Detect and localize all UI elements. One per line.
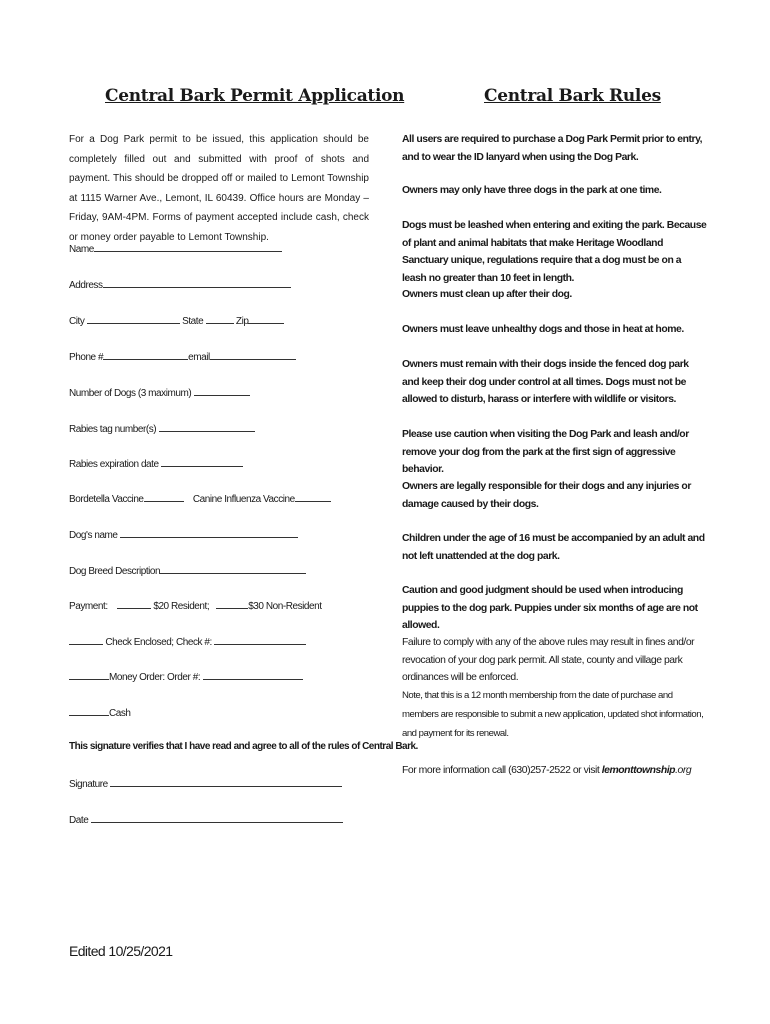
dogs-label: Number of Dogs (3 maximum) — [69, 388, 192, 399]
failure-notice: Failure to comply with any of the above rules may result in fines and/or revocation of your dog park permit. All state, county and village park ordinances will be enforced. — [402, 637, 695, 684]
rule-item: Owners must clean up after their dog. — [402, 289, 572, 300]
city-label: City — [69, 316, 85, 327]
application-intro: For a Dog Park permit to be issued, this application should be completely filled out and submitted with proof of shots and payment. This should be dropped off or mailed to Lemont Township at 1115 Warner Ave., Lemont, IL 60439. Office hours are Monday – Friday, 9AM-4PM. Forms of payment accepted include cash, check or money order payable to Lemont Township. — [69, 134, 369, 243]
verification-statement: This signature verifies that I have read and agree to all of the rules of Central Bark. — [69, 741, 418, 752]
rule-item: Children under the age of 16 must be accompanied by an adult and not left unattended at the dog park. — [402, 533, 705, 562]
date-field[interactable] — [69, 813, 343, 826]
rule-item: Please use caution when visiting the Dog Park and leash and/or remove your dog from the park at the first sign of aggressive behavior. — [402, 429, 689, 476]
phone-email-field[interactable] — [69, 350, 296, 363]
name-label: Name — [69, 244, 94, 255]
rule-item: Owners must remain with their dogs inside the fenced dog park and keep their dog under control at all times. Dogs must not be allowed to disturb, harass or interfere with wildlife or visitors. — [402, 359, 689, 406]
rule-item: Caution and good judgment should be used when introducing puppies to the dog park. Puppies under six months of age are not allowed. — [402, 585, 698, 632]
breed-field[interactable] — [69, 564, 306, 577]
payment-label: Payment: — [69, 601, 108, 612]
cash-label: Cash — [109, 708, 131, 719]
resident-label: $20 Resident; — [153, 601, 210, 612]
signature-field[interactable] — [69, 777, 342, 790]
zip-label: Zip — [235, 316, 249, 327]
phone-label: Phone # — [69, 352, 104, 363]
vaccine-field[interactable] — [69, 492, 331, 505]
payment-field[interactable] — [69, 599, 322, 612]
rabies-exp-label: Rabies expiration date — [69, 459, 159, 470]
money-order-label: Money Order: Order #: — [109, 672, 201, 683]
rule-item: Owners may only have three dogs in the park at one time. — [402, 185, 662, 196]
contact-text: For more information call (630)257-2522 or visit — [402, 765, 600, 776]
date-label: Date — [69, 815, 89, 826]
rule-item: Owners are legally responsible for their dogs and any injuries or damage caused by their dogs. — [402, 481, 691, 510]
website-link[interactable]: lemonttownship — [601, 765, 676, 776]
edited-date: Edited 10/25/2021 — [69, 943, 173, 959]
rabies-expiration-field[interactable] — [69, 457, 243, 470]
email-label: email — [188, 352, 210, 363]
rules-title: Central Bark Rules — [484, 86, 661, 106]
membership-note: Note, that this is a 12 month membership from the date of purchase and members are responsible to submit a new application, updated shot information, and payment for its renewal. — [402, 690, 704, 739]
application-title: Central Bark Permit Application — [105, 86, 405, 106]
address-label: Address — [69, 280, 103, 291]
check-field[interactable] — [69, 635, 306, 648]
website-tld: .org — [675, 765, 692, 776]
rule-item: Dogs must be leashed when entering and exiting the park. Because of plant and animal habitats that make Heritage Woodland Sanctuary unique, regulations require that a dog must be on a leash no greater than 10 feet in length. — [402, 220, 707, 284]
signature-label: Signature — [69, 779, 108, 790]
cash-field[interactable] — [69, 706, 131, 719]
rule-item: All users are required to purchase a Dog Park Permit prior to entry, and to wear the ID lanyard when using the Dog Park. — [402, 134, 703, 163]
rule-item: Owners must leave unhealthy dogs and those in heat at home. — [402, 324, 684, 335]
city-state-zip-field[interactable] — [69, 314, 284, 327]
nonresident-label: $30 Non-Resident — [248, 601, 322, 612]
state-label: State — [182, 316, 204, 327]
breed-label: Dog Breed Description — [69, 566, 161, 577]
dog-name-field[interactable] — [69, 528, 298, 541]
name-field[interactable] — [69, 242, 282, 255]
address-field[interactable] — [69, 278, 291, 291]
canine-flu-label: Canine Influenza Vaccine — [192, 494, 295, 505]
bordetella-label: Bordetella Vaccine — [69, 494, 144, 505]
money-order-field[interactable] — [69, 670, 303, 683]
contact-info — [402, 762, 707, 780]
check-label: Check Enclosed; Check #: — [105, 637, 212, 648]
rabies-tag-label: Rabies tag number(s) — [69, 424, 157, 435]
rabies-tag-field[interactable] — [69, 422, 255, 435]
number-of-dogs-field[interactable] — [69, 386, 250, 399]
dog-name-label: Dog's name — [69, 530, 118, 541]
